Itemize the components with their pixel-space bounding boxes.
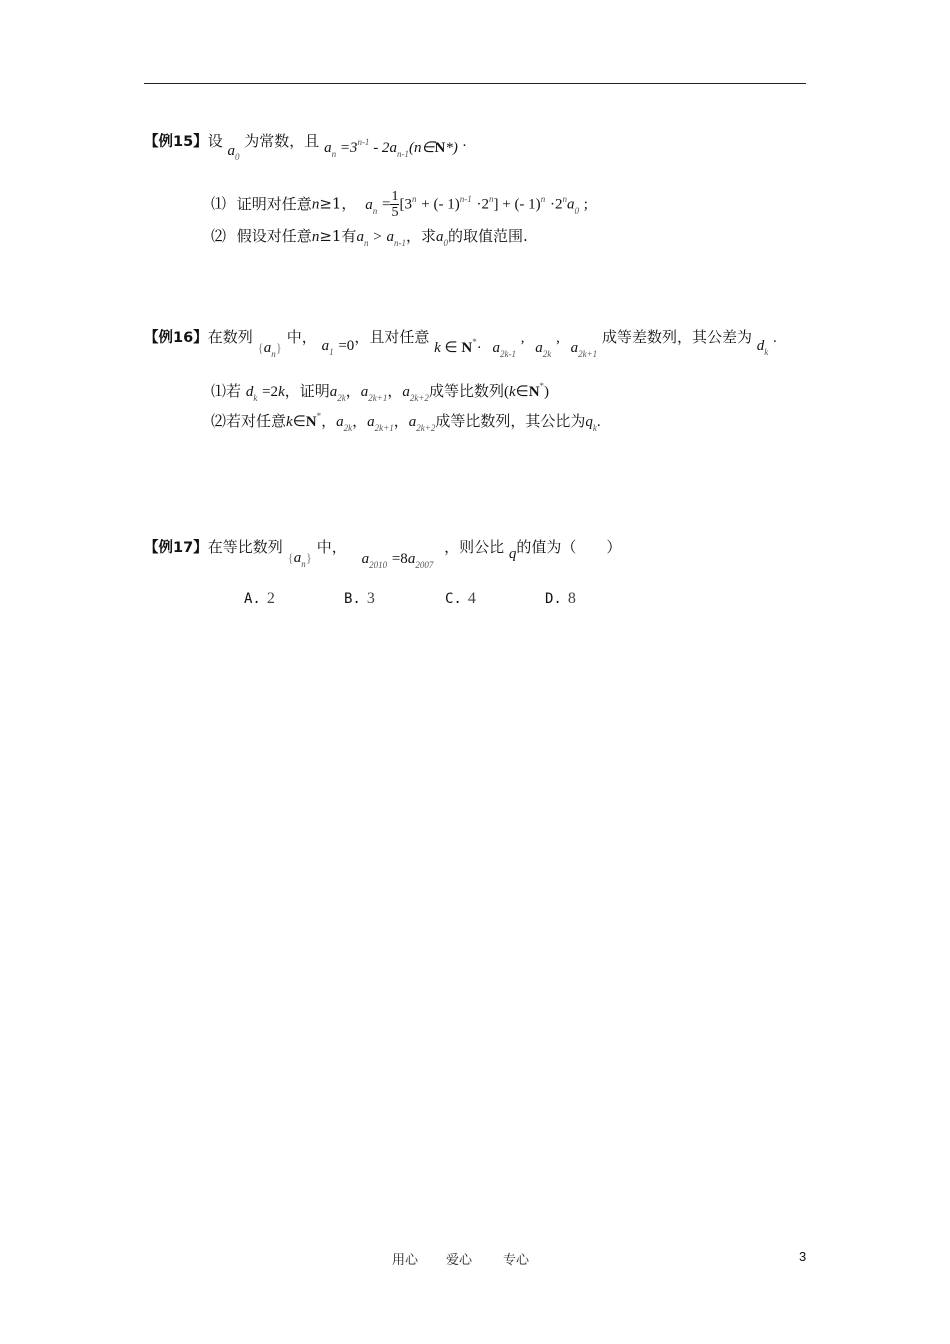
option-a: A. 2 bbox=[244, 590, 275, 607]
ex17-tag: 【例17】 bbox=[144, 540, 208, 556]
ex15-tag: 【例15】 bbox=[144, 134, 208, 150]
ex15-part2: ⑵ 假设对任意n≥1有$a_n > a_{n-1}$，求$a_0$的取值范围. bbox=[211, 227, 528, 248]
ex17-stem: 【例17】在等比数列 $\{a_n\}$ 中， $a_{2010} =8a_{2007}$ ，则公比 q的值为（ ） bbox=[144, 538, 622, 570]
option-b: B. 3 bbox=[344, 590, 375, 607]
footer-text-2: 爱心 bbox=[446, 1253, 473, 1268]
ex16-stem: 【例16】在数列 $\{a_n\}$ 中， $a_1 =0$，且对任意 k ∈ $N^*\cdot a_{2k-1}$ , $a_{2k}$ , $a_{2k+1}$ 成等差数列，其公差为 $d_k$ . bbox=[144, 328, 777, 359]
ex16-tag: 【例16】 bbox=[144, 330, 208, 346]
ex15-stem: 【例15】设 $a_0$ 为常数，且 $a_n =3^{n-1}$ - $2a_{n-1}(n\in N*)$ . bbox=[144, 132, 467, 162]
ex15-formula: $a_n =3^{n-1}$ - $2a_{n-1}(n\in N*)$ bbox=[324, 137, 458, 159]
header-rule bbox=[144, 83, 806, 84]
footer-text-3: 专心 bbox=[503, 1253, 530, 1268]
ex16-part2: ⑵若对任意k∈N*，$a_{2k}$，$a_{2k+1}$，$a_{2k+2}$成等比数列，其公比为$q_k$. bbox=[211, 411, 601, 433]
ex15-part1: ⑴ 证明对任意n≥1， $a_n$ = $\frac{1}{5}$ [3$^n$ + (- $1)^{n-1} \cdot 2^n$] + (- $1)^n \cdot 2^na_0$ ; bbox=[211, 189, 588, 220]
ex16-part1: ⑴若 $d_k =2k$，证明$a_{2k}$，$a_{2k+1}$，$a_{2k+2}$成等比数列(k∈N*) bbox=[211, 381, 550, 403]
option-d: D. 8 bbox=[545, 590, 576, 607]
fraction-one-fifth: $\frac{1}{5}$ bbox=[391, 189, 399, 220]
option-c: C. 4 bbox=[445, 590, 476, 607]
footer-text-1: 用心 bbox=[392, 1253, 419, 1268]
page-number: 3 bbox=[799, 1249, 807, 1264]
